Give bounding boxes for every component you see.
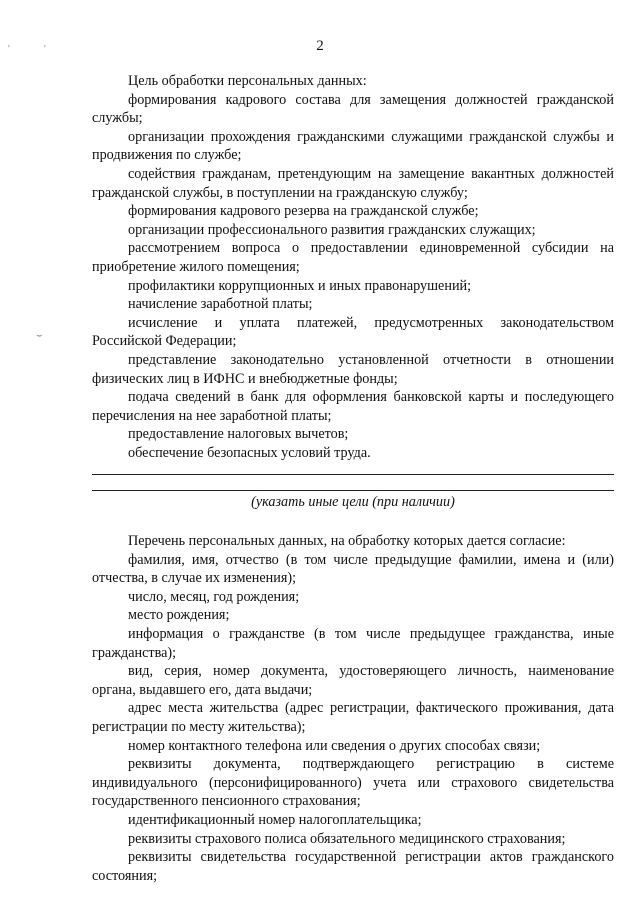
document-body	[92, 72, 614, 885]
blank-line	[92, 474, 614, 475]
purposes-heading: Цель обработки персональных данных:	[128, 73, 367, 89]
purpose-item: профилактики коррупционных и иных правонарушений;	[128, 277, 472, 294]
other-purposes-hint: (указать иные цели (при наличии)	[251, 494, 455, 511]
scan-mark: '	[44, 44, 46, 55]
personal-data-item: фамилия, имя, отчество (в том числе предыдущие фамилии, имена и (или) отчества, в случае их изменения);	[92, 551, 614, 587]
personal-data-item: вид, серия, номер документа, удостоверяющего личность, наименование органа, выдавшего его, дата выдачи;	[92, 663, 614, 698]
personal-data-item: номер контактного телефона или сведения о других способах связи;	[128, 737, 541, 754]
personal-data-item: реквизиты свидетельства государственной регистрации актов гражданского состояния;	[92, 849, 614, 884]
page-number: 2	[316, 38, 324, 54]
personal-data-item: идентификационный номер налогоплательщика;	[128, 811, 422, 828]
purpose-item: предоставление налоговых вычетов;	[128, 426, 349, 443]
personal-data-item: информация о гражданстве (в том числе предыдущее гражданства, иные гражданства);	[92, 626, 614, 661]
personal-data-item: реквизиты страхового полиса обязательного медицинского страхования;	[128, 830, 566, 847]
purpose-item: рассмотрением вопроса о предоставлении единовременной субсидии на приобретение жилого помещения;	[92, 240, 614, 275]
purpose-item: начисление заработной платы;	[128, 296, 313, 313]
purpose-item: подача сведений в банк для оформления банковской карты и последующего перечисления на нее заработной платы;	[92, 389, 614, 424]
scan-mark: '	[8, 44, 10, 55]
personal-data-item: адрес места жительства (адрес регистрации, фактического проживания, дата регистрации по месту жительства);	[92, 700, 614, 735]
personal-data-item: число, месяц, год рождения;	[128, 588, 300, 605]
personal-data-item: реквизиты документа, подтверждающего регистрацию в системе индивидуального (персонифицированного) учета или страхового свидетельства государственного пенсионного страхования;	[92, 756, 614, 810]
personal-data-heading: Перечень персональных данных, на обработку которых дается согласие:	[128, 533, 566, 550]
scan-mark: ⌣	[36, 330, 43, 341]
purpose-item: организации профессионального развития гражданских служащих;	[128, 221, 536, 238]
purpose-item: исчисление и уплата платежей, предусмотренных законодательством Российской Федерации;	[92, 314, 614, 350]
purpose-item: представление законодательно установленной отчетности в отношении физических лиц в ИФНС и внебюджетные фонды;	[92, 351, 614, 387]
purpose-item: обеспечение безопасных условий труда.	[128, 444, 371, 461]
personal-data-item: место рождения;	[128, 607, 230, 624]
purpose-item: содействия гражданам, претендующим на замещение вакантных должностей гражданской службы, в поступлении на гражданскую службу;	[92, 165, 614, 201]
purpose-item: формирования кадрового резерва на гражданской службе;	[128, 203, 479, 220]
purpose-item: организации прохождения гражданскими служащими гражданской службы и продвижения по службе;	[92, 128, 614, 164]
purpose-item: формирования кадрового состава для замещения должностей гражданской службы;	[92, 91, 614, 127]
blank-line	[92, 490, 614, 491]
